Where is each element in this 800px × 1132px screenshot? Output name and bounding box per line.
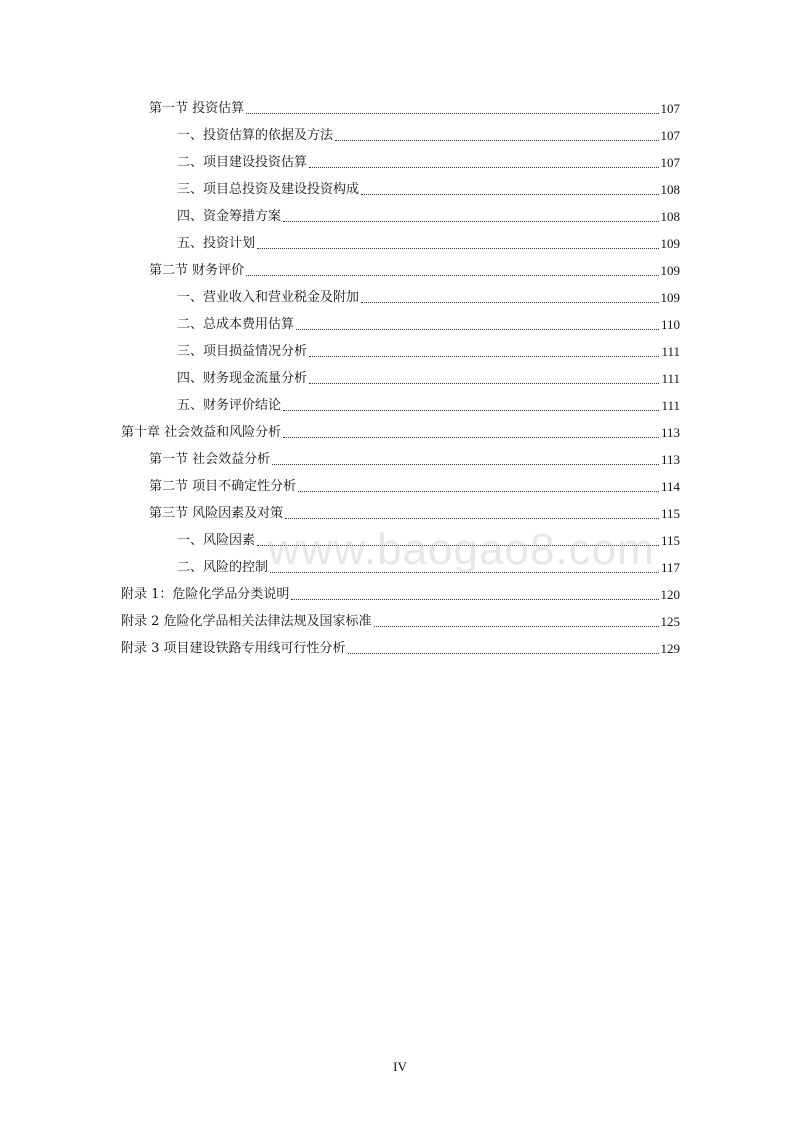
- toc-entry[interactable]: [149, 500, 680, 522]
- dot-leader: [285, 518, 659, 519]
- toc-entry[interactable]: [177, 230, 680, 252]
- toc-entry-page: 108: [660, 182, 680, 197]
- dot-leader: [374, 626, 659, 627]
- toc-entry[interactable]: [121, 419, 680, 441]
- toc-entry-page: 115: [660, 533, 680, 548]
- toc-entry-label: 五、投资计划: [177, 236, 256, 251]
- toc-entry-label: 一、投资估算的依据及方法: [177, 128, 334, 143]
- dot-leader: [309, 356, 659, 357]
- dot-leader: [283, 410, 659, 411]
- toc-entry-label: 第一节 投资估算: [149, 101, 245, 116]
- toc-entry-page: 111: [661, 344, 680, 359]
- toc-entry[interactable]: [177, 365, 680, 387]
- toc-entry-label: 附录 2 危险化学品相关法律法规及国家标准: [121, 614, 372, 629]
- toc-entry-label: 附录 1：危险化学品分类说明: [121, 587, 290, 602]
- toc-entry-label: 三、项目总投资及建设投资构成: [177, 182, 360, 197]
- dot-leader: [298, 491, 659, 492]
- toc-entry-page: 113: [660, 452, 680, 467]
- toc-entry-label: 三、项目损益情况分析: [177, 344, 308, 359]
- toc-entry-page: 108: [660, 209, 680, 224]
- dot-leader: [296, 329, 659, 330]
- toc-entry[interactable]: [149, 95, 680, 117]
- toc-entry-page: 107: [660, 128, 680, 143]
- dot-leader: [246, 275, 658, 276]
- toc-entry-label: 第十章 社会效益和风险分析: [121, 425, 282, 440]
- toc-entry-label: 一、风险因素: [177, 533, 256, 548]
- toc-entry[interactable]: [177, 176, 680, 198]
- toc-entry[interactable]: [177, 203, 680, 225]
- toc-entry-label: 二、总成本费用估算: [177, 317, 295, 332]
- dot-leader: [309, 383, 659, 384]
- toc-entry[interactable]: [177, 392, 680, 414]
- toc-entry-page: 113: [660, 425, 680, 440]
- toc-entry[interactable]: [149, 473, 680, 495]
- dot-leader: [335, 140, 658, 141]
- toc-entry-page: 110: [660, 317, 680, 332]
- toc-entry-page: 115: [660, 506, 680, 521]
- toc-entry-page: 107: [660, 155, 680, 170]
- toc-entry[interactable]: [177, 149, 680, 171]
- toc-entry-page: 117: [660, 560, 680, 575]
- toc-entry-page: 129: [660, 641, 680, 656]
- toc-entry-label: 第三节 风险因素及对策: [149, 506, 284, 521]
- toc-entry-label: 第二节 项目不确定性分析: [149, 479, 297, 494]
- toc-entry-page: 125: [660, 614, 680, 629]
- toc-entry[interactable]: [177, 554, 680, 576]
- toc-entry-page: 120: [660, 587, 680, 602]
- toc-entry[interactable]: [121, 608, 680, 630]
- toc-entry-label: 二、风险的控制: [177, 560, 269, 575]
- dot-leader: [272, 464, 659, 465]
- dot-leader: [246, 113, 658, 114]
- dot-leader: [257, 248, 658, 249]
- toc-entry[interactable]: [177, 338, 680, 360]
- toc-entry[interactable]: [121, 581, 680, 603]
- dot-leader: [309, 167, 658, 168]
- toc-entry-page: 109: [660, 236, 680, 251]
- toc-entry-page: 107: [660, 101, 680, 116]
- toc-entry-page: 111: [661, 398, 680, 413]
- toc-entry-label: 第一节 社会效益分析: [149, 452, 271, 467]
- dot-leader: [361, 194, 658, 195]
- toc-entry-page: 109: [660, 263, 680, 278]
- dot-leader: [270, 572, 659, 573]
- toc-entry-label: 四、财务现金流量分析: [177, 371, 308, 386]
- toc-entry-label: 一、营业收入和营业税金及附加: [177, 290, 360, 305]
- dot-leader: [361, 302, 658, 303]
- toc-entry[interactable]: [149, 446, 680, 468]
- dot-leader: [283, 437, 659, 438]
- dot-leader: [283, 221, 658, 222]
- toc-entry[interactable]: [177, 284, 680, 306]
- toc-entry-label: 二、项目建设投资估算: [177, 155, 308, 170]
- toc-entry[interactable]: [177, 122, 680, 144]
- toc-entry[interactable]: [149, 257, 680, 279]
- dot-leader: [257, 545, 659, 546]
- toc-entry-label: 四、资金筹措方案: [177, 209, 282, 224]
- toc-entry[interactable]: [177, 527, 680, 549]
- toc-entry-page: 111: [661, 371, 680, 386]
- page-number: IV: [393, 1059, 407, 1074]
- dot-leader: [291, 599, 658, 600]
- watermark: www.baogao8.com: [268, 525, 655, 574]
- toc-entry-page: 114: [660, 479, 680, 494]
- toc-entry-label: 第二节 财务评价: [149, 263, 245, 278]
- toc-entry-page: 109: [660, 290, 680, 305]
- dot-leader: [348, 653, 659, 654]
- toc-entry[interactable]: [121, 635, 680, 657]
- toc-entry-label: 附录 3 项目建设铁路专用线可行性分析: [121, 641, 346, 656]
- toc-entry[interactable]: [177, 311, 680, 333]
- toc-entry-label: 五、财务评价结论: [177, 398, 282, 413]
